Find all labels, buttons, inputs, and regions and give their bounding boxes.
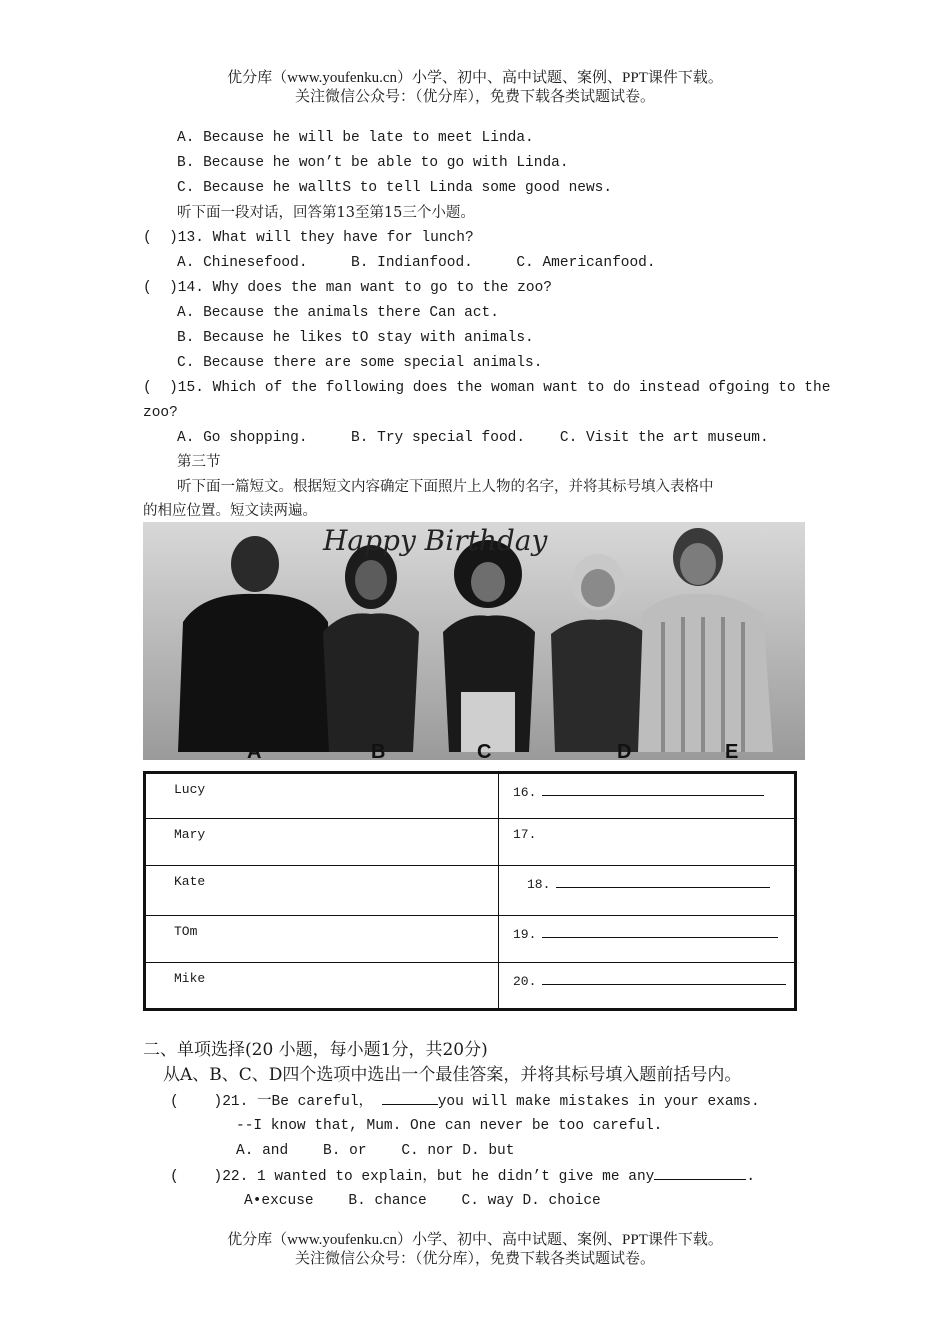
table-name-cell: Lucy bbox=[145, 773, 499, 819]
table-answer-cell[interactable] bbox=[499, 916, 796, 963]
q21-reply: --I know that, Mum. One can never be too careful. bbox=[236, 1118, 663, 1134]
table-row bbox=[145, 819, 796, 866]
table-name-cell: Mary bbox=[145, 819, 499, 866]
table-answer-cell[interactable] bbox=[499, 773, 796, 819]
q21-prefix: ( )21. 一Be careful， bbox=[170, 1094, 374, 1110]
header-line-1: 优分库（www.youfenku.cn）小学、初中、高中试题、案例、PPT课件下载。 bbox=[227, 70, 723, 86]
table-row bbox=[145, 866, 796, 916]
q21-blank[interactable] bbox=[382, 1091, 438, 1105]
person-c bbox=[443, 540, 535, 752]
answer-number: 19. bbox=[513, 927, 537, 942]
table-answer-cell[interactable] bbox=[499, 963, 796, 1010]
table-answer-cell[interactable] bbox=[499, 866, 796, 916]
q21-suffix: you will make mistakes in your exams. bbox=[437, 1094, 760, 1110]
q22-question bbox=[170, 1166, 755, 1187]
q15-question-line-1: ( )15. Which of the following does the woman want to do instead ofgoing to the bbox=[143, 380, 831, 396]
photo-letter-b: B bbox=[371, 741, 386, 760]
photo-letter-e: E bbox=[725, 741, 739, 760]
answer-number: 18. bbox=[527, 877, 551, 892]
table-row bbox=[145, 773, 796, 819]
q22-suffix: . bbox=[746, 1169, 756, 1185]
answer-number: 16. bbox=[513, 785, 537, 800]
q12-option-a: A. Because he will be late to meet Linda. bbox=[177, 130, 534, 146]
photo-letter-d: D bbox=[617, 741, 632, 760]
birthday-photo-drawing bbox=[143, 522, 805, 760]
photo-letter-a: A bbox=[247, 741, 262, 760]
table-name-cell: TOm bbox=[145, 916, 499, 963]
q22-prefix: ( )22. 1 wanted to explain，but he didn’t give me any bbox=[170, 1169, 655, 1185]
table-row bbox=[145, 916, 796, 963]
part2-instruction: 从A、B、C、D四个选项中选出一个最佳答案，并将其标号填入题前括号内。 bbox=[163, 1065, 742, 1085]
table-row bbox=[145, 963, 796, 1010]
answer-number: 17. bbox=[513, 827, 537, 842]
q14-question: ( )14. Why does the man want to go to the zoo? bbox=[143, 280, 552, 296]
footer-line-2: 关注微信公众号：（优分库），免费下载各类试题试卷。 bbox=[294, 1251, 655, 1267]
q13-options: A. Chinesefood. B. Indianfood. C. Americanfood. bbox=[177, 255, 656, 271]
photo-letter-c: C bbox=[477, 741, 492, 760]
q14-option-a: A. Because the animals there Can act. bbox=[177, 305, 499, 321]
answer-blank[interactable] bbox=[542, 924, 778, 938]
answer-number: 20. bbox=[513, 974, 537, 989]
q21-question bbox=[170, 1091, 760, 1112]
q12-option-b: B. Because he won’t be able to go with Linda. bbox=[177, 155, 569, 171]
dialog-instruction: 听下面一段对话，回答第13至第15三个小题。 bbox=[177, 205, 475, 221]
answer-blank[interactable] bbox=[542, 782, 764, 796]
names-table bbox=[143, 771, 797, 1011]
section3-instruction-line-1: 听下面一篇短文。根据短文内容确定下面照片上人物的名字，并将其标号填入表格中 bbox=[177, 479, 714, 495]
header-line-2: 关注微信公众号：（优分库），免费下载各类试题试卷。 bbox=[294, 89, 655, 105]
part2-title: 二、单项选择(20 小题，每小题1分，共20分) bbox=[143, 1040, 488, 1060]
q22-blank[interactable] bbox=[654, 1166, 746, 1180]
photo-banner: Happy Birthday bbox=[323, 524, 548, 557]
q22-options: A•excuse B. chance C. way D. choice bbox=[244, 1193, 601, 1209]
q14-option-b: B. Because he likes tO stay with animals. bbox=[177, 330, 534, 346]
q15-question-line-2: zoo? bbox=[143, 405, 178, 421]
q14-option-c: C. Because there are some special animals. bbox=[177, 355, 543, 371]
q12-option-c: C. Because he walltS to tell Linda some good news. bbox=[177, 180, 613, 196]
q15-options: A. Go shopping. B. Try special food. C. Visit the art museum. bbox=[177, 430, 769, 446]
answer-blank[interactable] bbox=[542, 971, 786, 985]
section3-title: 第三节 bbox=[177, 454, 221, 470]
q13-question: ( )13. What will they have for lunch? bbox=[143, 230, 474, 246]
table-name-cell: Kate bbox=[145, 866, 499, 916]
q21-options: A. and B. or C. nor D. but bbox=[236, 1143, 515, 1159]
answer-blank[interactable] bbox=[556, 874, 770, 888]
table-answer-cell[interactable] bbox=[499, 819, 796, 866]
table-name-cell: Mike bbox=[145, 963, 499, 1010]
section3-instruction-line-2: 的相应位置。短文读两遍。 bbox=[143, 503, 317, 519]
birthday-photo bbox=[143, 522, 805, 760]
footer-line-1: 优分库（www.youfenku.cn）小学、初中、高中试题、案例、PPT课件下载。 bbox=[227, 1232, 723, 1248]
